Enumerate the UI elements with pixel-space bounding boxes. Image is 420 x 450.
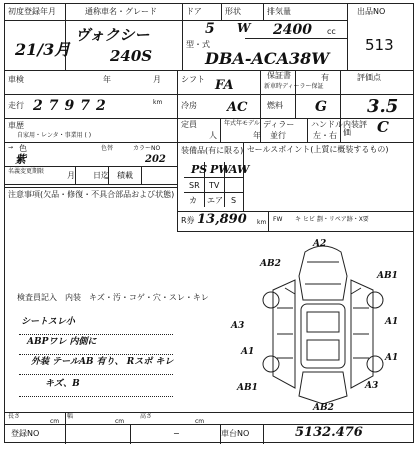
- color-no-label: カラーNO: [133, 145, 161, 152]
- warranty-mark: 有: [321, 73, 329, 82]
- equip-aw: AW: [229, 163, 250, 176]
- notes-label: 注意事項(欠品・修復・不具合部品および状態): [8, 190, 175, 199]
- inspector-note-2: ABPワレ 内側に: [27, 337, 97, 347]
- model-value: DBA-ACA38W: [205, 49, 330, 68]
- selling-points-title: セールスポイント(上質に概装するもの): [247, 145, 389, 154]
- door-value: 5: [205, 21, 215, 37]
- car-name-value: ヴォクシー: [75, 26, 150, 44]
- auction-sheet: [4, 3, 414, 443]
- handle-options: 左・右: [313, 131, 337, 140]
- color-change-label: 色替: [101, 145, 114, 152]
- fw-label: FW: [273, 216, 283, 223]
- inspector-note-4: キズ、B: [45, 379, 80, 389]
- capacity-label: 定員: [181, 120, 197, 129]
- color-arrow-icon: →: [8, 144, 14, 151]
- handle-label: ハンドル: [311, 120, 343, 129]
- equip-pw: PW: [210, 163, 231, 176]
- model-year-unit: 年: [253, 131, 261, 140]
- lot-number-value: 513: [365, 36, 394, 54]
- equip-sr: SR: [189, 181, 200, 190]
- inspector-note-1: シートスレ小: [21, 317, 75, 327]
- lot-number-label: 出品NO: [357, 7, 386, 16]
- inspector-interior-label: 内装: [65, 293, 81, 302]
- recorded-mileage-value: 13,890: [197, 212, 247, 227]
- inspector-note-3: 外装 テールAB 有り、 Rスポ キレ: [31, 357, 174, 367]
- width-unit: cm: [115, 418, 125, 425]
- length-unit: cm: [50, 418, 60, 425]
- chassis-label: 車台NO: [221, 429, 250, 438]
- damage-mark-right-door: A1: [385, 317, 399, 327]
- first-registration-label: 初度登録年月: [8, 7, 56, 16]
- damage-mark-left-rear: A1: [241, 347, 255, 357]
- history-label: 車歴: [8, 121, 24, 130]
- damage-mark-right-rear: A1: [385, 353, 399, 363]
- name-change-month: 月: [67, 171, 75, 180]
- interior-value: C: [377, 118, 389, 136]
- name-grade-label: 通称車名・グレード: [85, 7, 157, 16]
- ac-label: 冷房: [181, 101, 197, 110]
- shift-label: シフト: [181, 75, 205, 84]
- warranty-sub: 新車時ディーラー保証: [264, 83, 324, 90]
- car-damage-diagram: [5, 4, 413, 444]
- shape-value: W: [237, 21, 251, 35]
- height-unit: cm: [195, 418, 205, 425]
- equip-ps: PS: [191, 163, 208, 176]
- equip-s: S: [231, 196, 237, 205]
- inspection-label: 車検: [8, 75, 24, 84]
- damage-mark-left-door: A3: [231, 321, 245, 331]
- displacement-unit: cc: [327, 27, 336, 36]
- mileage-value: 27972: [33, 98, 112, 114]
- damage-mark-rear-left: AB1: [237, 383, 258, 393]
- color-label: 色: [19, 144, 27, 153]
- damage-mark-front-left: AB2: [260, 259, 281, 269]
- name-change-label: 名義変更期限: [8, 168, 45, 175]
- fuel-label: 燃料: [267, 101, 283, 110]
- recorded-mileage-label: R券: [181, 216, 195, 225]
- displacement-value: 2400: [273, 22, 312, 38]
- shape-label: 形状: [225, 7, 241, 16]
- inspection-year-label: 年: [103, 75, 111, 84]
- grade-value: 240S: [110, 47, 153, 65]
- damage-mark-rear: AB2: [313, 403, 334, 413]
- chassis-value: 5132.476: [295, 425, 363, 440]
- warranty-label: 保証書: [267, 71, 291, 80]
- color-value: 紫: [15, 153, 26, 166]
- mileage-label: 走行: [8, 101, 24, 110]
- name-change-day: 日迄: [93, 171, 109, 180]
- width-label: 幅: [67, 413, 74, 420]
- dealer-label: ディラー: [263, 120, 295, 129]
- interior-label: 内装評価: [343, 120, 367, 137]
- door-label: ドア: [186, 7, 202, 16]
- damage-mark-rear-right: A3: [365, 381, 379, 391]
- fuel-value: G: [315, 99, 327, 115]
- history-options: 自家用・レンタ・事業用 ( ): [17, 132, 92, 139]
- mileage-unit: km: [153, 99, 163, 106]
- dealer-sub: 並行: [270, 131, 286, 140]
- height-label: 高さ: [140, 413, 153, 420]
- model-label: 型・式: [186, 40, 210, 49]
- ac-value: AC: [227, 100, 248, 115]
- damage-mark-front-right: AB1: [377, 271, 398, 281]
- equip-air: エア: [207, 196, 223, 205]
- reg-no-label: 登録NO: [11, 429, 40, 438]
- inspector-options: キズ・汚・コゲ・穴・スレ・キレ: [89, 293, 209, 302]
- model-year-label: 年式年モデル: [224, 120, 260, 127]
- equipment-title: 装備品(有に限る): [181, 146, 244, 155]
- capacity-unit: 人: [209, 131, 217, 140]
- damage-mark-front: A2: [313, 239, 327, 249]
- shift-value: FA: [215, 78, 234, 93]
- equip-tv: TV: [209, 181, 220, 190]
- score-label: 評価点: [357, 73, 381, 82]
- legend-text: キ ヒビ 劃・リペア跡・X要: [295, 216, 369, 223]
- length-label: 長さ: [8, 413, 21, 420]
- score-value: 3.5: [367, 96, 399, 117]
- color-no-value: 202: [145, 154, 166, 165]
- loading-label: 積載: [117, 171, 133, 180]
- inspector-label: 検査員記入: [17, 293, 57, 302]
- displacement-label: 排気量: [267, 7, 291, 16]
- reg-no-dash: −: [173, 429, 180, 438]
- first-registration-value: 21/3月: [15, 40, 71, 59]
- recorded-mileage-unit: km: [257, 219, 267, 226]
- equip-ka: カ: [189, 196, 197, 205]
- inspection-month-label: 月: [153, 75, 161, 84]
